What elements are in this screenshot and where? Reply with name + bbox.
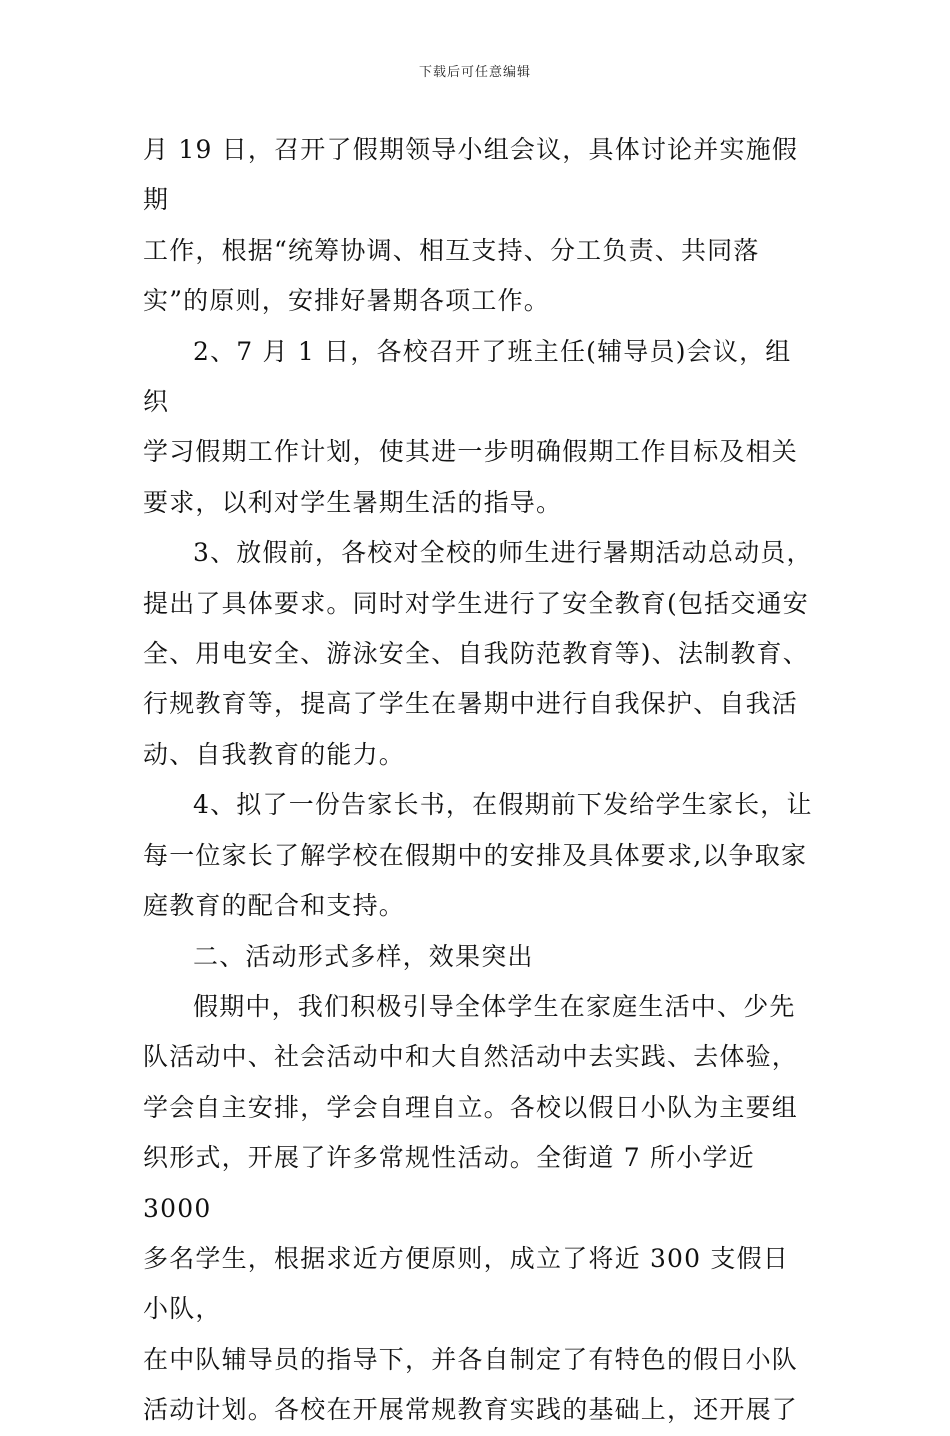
paragraph-4: 4、拟了一份告家长书，在假期前下发给学生家长，让 每一位家长了解学校在假期中的安排及具体要求,以争取家 庭教育的配合和支持。: [143, 790, 813, 921]
paragraph-3: 3、放假前，各校对全校的师生进行暑期活动总动员， 提出了具体要求。同时对学生进行了安全教育(包括交通安 全、用电安全、游泳安全、自我防范教育等)、法制教育、 行规教育等，提高了学生在暑期中进行自我保护、自我活 动、自我教育的能力。: [143, 538, 813, 769]
paragraph-1: 月 19 日，召开了假期领导小组会议，具体讨论并实施假期 工作，根据“统筹协调、相互支持、分工负责、共同落 实”的原则，安排好暑期各项工作。: [143, 135, 799, 316]
paragraph-5: 假期中，我们积极引导全体学生在家庭生活中、少先 队活动中、社会活动中和大自然活动中去实践、去体验， 学会自主安排，学会自理自立。各校以假日小队为主要组 织形式，开展了许多常规性活动。全街道 7 所小学近 3000 多名学生，根据求近方便原则，成立了将近 300 支假日小队， 在中队辅导员的指导下，并各自制定了有特色的假日小队 活动计划。各校在开展常规教育实践的基础上，还开展了: [143, 991, 799, 1425]
paragraph-2: 2、7 月 1 日，各校召开了班主任(辅导员)会议，组织 学习假期工作计划，使其进一步明确假期工作目标及相关 要求，以利对学生暑期生活的指导。: [143, 336, 799, 517]
document-body: [143, 125, 815, 1436]
page-header-note: 下载后可任意编辑: [418, 65, 531, 80]
section-heading: 二、活动形式多样，效果突出: [193, 941, 534, 971]
